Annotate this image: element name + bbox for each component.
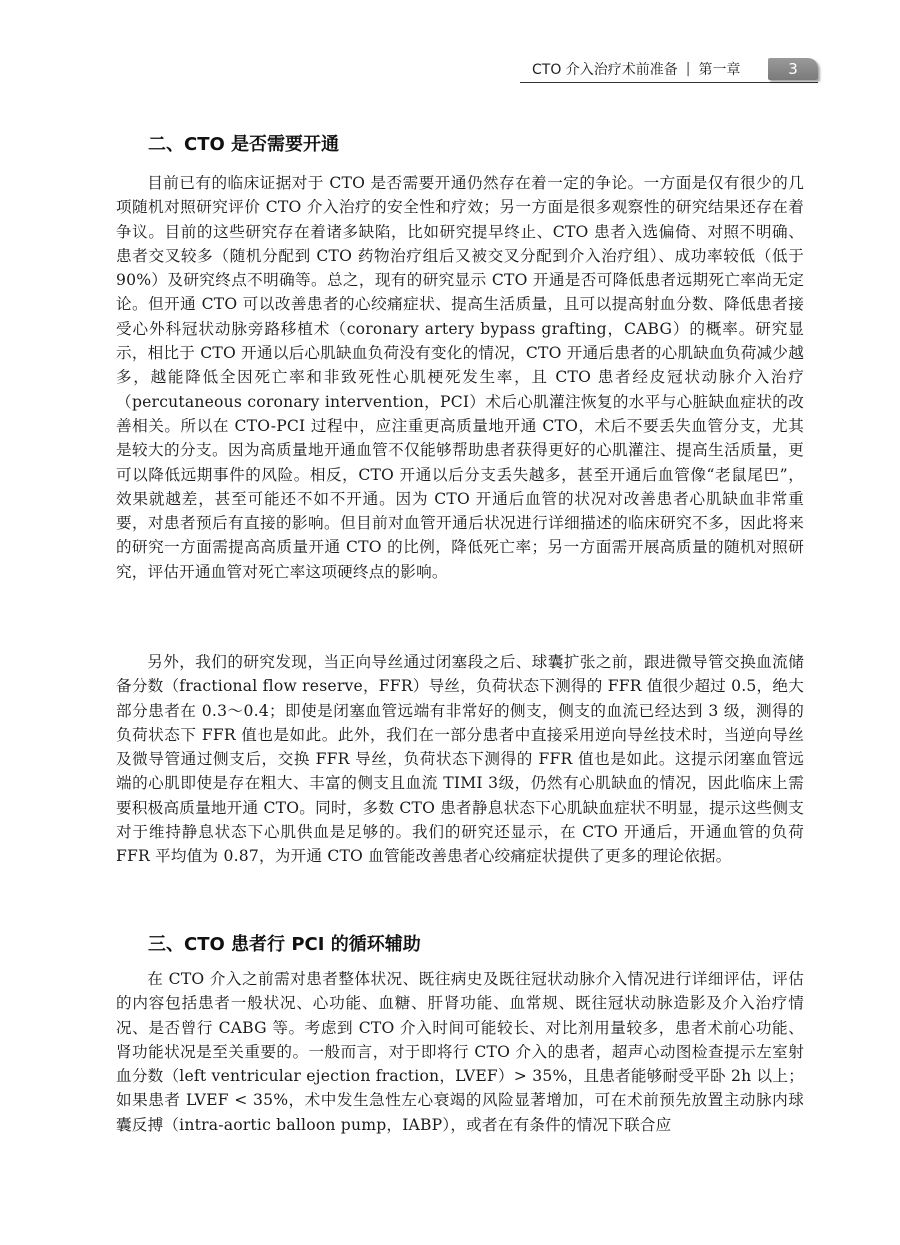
- chapter-title: CTO 介入治疗术前准备: [532, 62, 678, 78]
- running-header: [520, 56, 818, 83]
- page-number: 3: [768, 58, 818, 80]
- paragraph: 在 CTO 介入之前需对患者整体状况、既往病史及既往冠状动脉介入情况进行详细评估，评估的内容包括患者一般状况、心功能、血糖、肝肾功能、血常规、既往冠状动脉造影及介入治疗情况、是否曾行 CABG 等。考虑到 CTO 介入时间可能较长、对比剂用量较多，患者术前心功能、肾功能状况是至关重要的。一般而言，对于即将行 CTO 介入的患者，超声心动图检查提示左室射血分数（left ventricular ejection fraction，LVEF）> 35%，且患者能够耐受平卧 2h 以上；如果患者 LVEF < 35%，术中发生急性左心衰竭的风险显著增加，可在术前预先放置主动脉内球囊反搏（intra-aortic balloon pump，IABP），或者在有条件的情况下联合应: [116, 970, 804, 1134]
- section-heading-3: 三、CTO 患者行 PCI 的循环辅助: [148, 934, 421, 955]
- header-separator: |: [685, 61, 691, 77]
- section-heading-2: 二、CTO 是否需要开通: [148, 134, 340, 155]
- paragraph: 另外，我们的研究发现，当正向导丝通过闭塞段之后、球囊扩张之前，跟进微导管交换血流储备分数（fractional flow reserve，FFR）导丝，负荷状态下测得的 FFR 值很少超过 0.5，绝大部分患者在 0.3～0.4；即使是闭塞血管远端有非常好的侧支，侧支的血流已经达到 3 级，测得的负荷状态下 FFR 值也是如此。此外，我们在一部分患者中直接采用逆向导丝技术时，当逆向导丝及微导管通过侧支后，交换 FFR 导丝，负荷状态下测得的 FFR 值也是如此。这提示闭塞血管远端的心肌即使是存在粗大、丰富的侧支且血流 TIMI 3级，仍然有心肌缺血的情况，因此临床上需要积极高质量地开通 CTO。同时，多数 CTO 患者静息状态下心肌缺血症状不明显，提示这些侧支对于维持静息状态下心肌供血是足够的。我们的研究还显示，在 CTO 开通后，开通血管的负荷 FFR 平均值为 0.87，为开通 CTO 血管能改善患者心绞痛症状提供了更多的理论依据。: [116, 653, 804, 866]
- chapter-label: 第一章: [698, 62, 741, 78]
- paragraph: 目前已有的临床证据对于 CTO 是否需要开通仍然存在着一定的争论。一方面是仅有很少的几项随机对照研究评价 CTO 介入治疗的安全性和疗效；另一方面是很多观察性的研究结果还存在着争议。目前的这些研究存在着诸多缺陷，比如研究提早终止、CTO 患者入选偏倚、对照不明确、患者交叉较多（随机分配到 CTO 药物治疗组后又被交叉分配到介入治疗组）、成功率较低（低于 90%）及研究终点不明确等。总之，现有的研究显示 CTO 开通是否可降低患者远期死亡率尚无定论。但开通 CTO 可以改善患者的心绞痛症状、提高生活质量，且可以提高射血分数、降低患者接受心外科冠状动脉旁路移植术（coronary artery bypass grafting，CABG）的概率。研究显示，相比于 CTO 开通以后心肌缺血负荷没有变化的情况，CTO 开通后患者的心肌缺血负荷减少越多，越能降低全因死亡率和非致死性心肌梗死发生率，且 CTO 患者经皮冠状动脉介入治疗（percutaneous coronary intervention，PCI）术后心肌灌注恢复的水平与心脏缺血症状的改善相关。所以在 CTO-PCI 过程中，应注重更高质量地开通 CTO，术后不要丢失血管分支，尤其是较大的分支。因为高质量地开通血管不仅能够帮助患者获得更好的心肌灌注、提高生活质量，更可以降低远期事件的风险。相反，CTO 开通以后分支丢失越多，甚至开通后血管像“老鼠尾巴”，效果就越差，甚至可能还不如不开通。因为 CTO 开通后血管的状况对改善患者心肌缺血非常重要，对患者预后有直接的影响。但目前对血管开通后状况进行详细描述的临床研究不多，因此将来的研究一方面需提高高质量开通 CTO 的比例，降低死亡率；另一方面需开展高质量的随机对照研究，评估开通血管对死亡率这项硬终点的影响。: [116, 174, 804, 581]
